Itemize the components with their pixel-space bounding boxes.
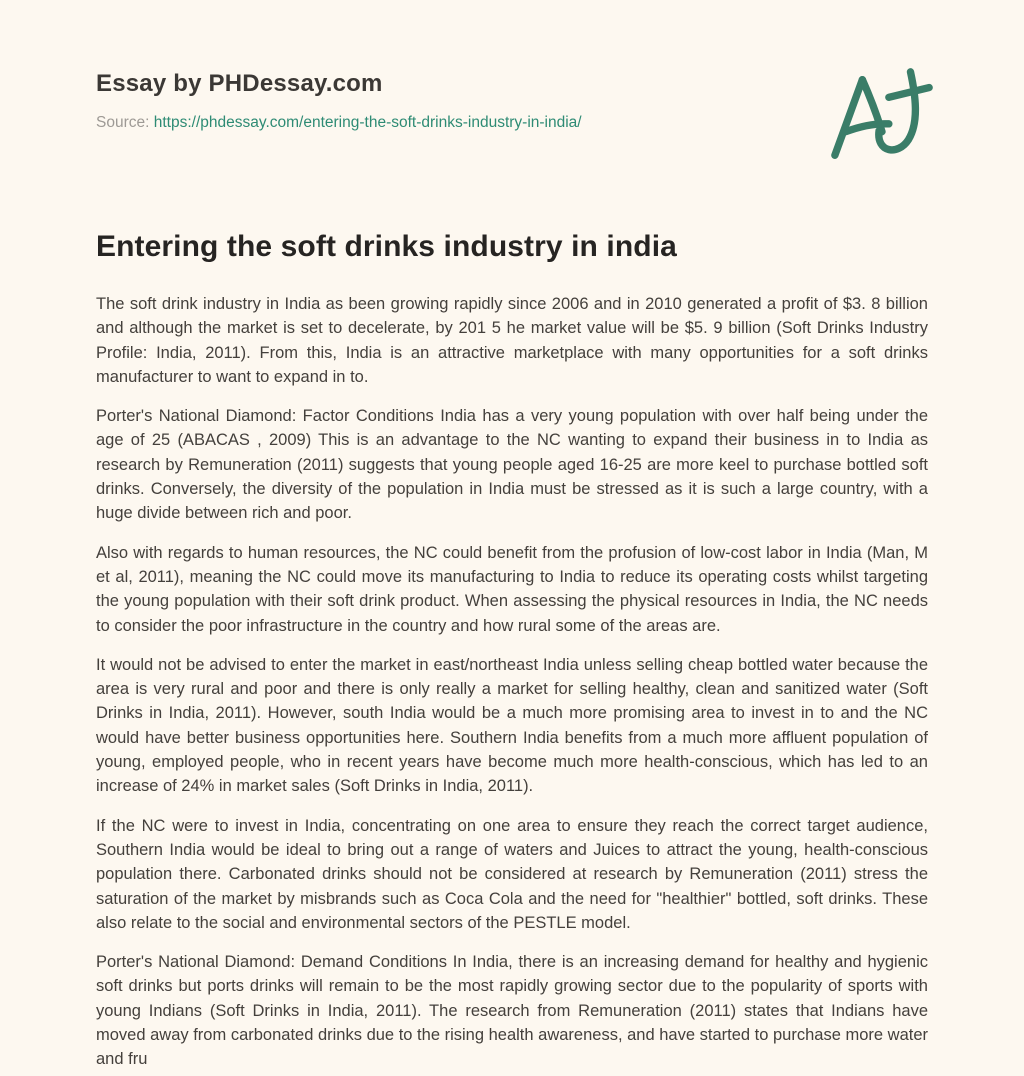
a-plus-swoosh-logo-icon	[828, 66, 936, 166]
essay-paragraph-2: Porter's National Diamond: Factor Conditions India has a very young population with over half being under the age of 25 (ABACAS , 2009) This is an advantage to the NC wanting to expand their business in to India as research by Remuneration (2011) suggests that young people aged 16-25 are more keel to purchase bottled soft drinks. Conversely, the diversity of the population in India must be stressed as it is such a large country, with a huge divide between rich and poor.	[96, 407, 928, 523]
source-link[interactable]: https://phdessay.com/entering-the-soft-drinks-industry-in-india/	[153, 114, 582, 131]
page-header	[96, 62, 928, 166]
essay-title: Entering the soft drinks industry in india	[96, 230, 677, 263]
logo-plus-tail-swoosh	[879, 72, 916, 150]
logo-a-left-stroke	[835, 80, 862, 156]
essay-paragraph-6: Porter's National Diamond: Demand Conditions In India, there is an increasing demand for healthy and hygienic soft drinks but ports drinks will remain to be the most rapidly growing sector due to the popularity of sports with young Indians (Soft Drinks in India, 2011). The research from Remuneration (2011) states that Indians have moved away from carbonated drinks due to the rising health awareness, and have started to purchase more water and fru	[96, 953, 928, 1069]
essay-paragraph-3: Also with regards to human resources, the NC could benefit from the profusion of low-cost labor in India (Man, M et al, 2011), meaning the NC could move its manufacturing to India to reduce its operating costs whilst targeting the young population with their soft drink product. When assessing the physical resources in India, the NC needs to consider the poor infrastructure in the country and how rural some of the areas are.	[96, 543, 928, 635]
logo-plus-horizontal	[889, 88, 929, 98]
header-text-block	[96, 62, 582, 132]
source-line	[96, 114, 582, 132]
essay-paragraph-5: If the NC were to invest in India, concentrating on one area to ensure they reach the correct target audience, Southern India would be ideal to bring out a range of waters and Juices to attract the young, health-conscious population there. Carbonated drinks should not be considered at research by Remuneration (2011) stress the saturation of the market by misbrands such as Coca Cola and the need for "healthier" bottled, soft drinks. These also relate to the social and environmental sectors of the PESTLE model.	[96, 816, 928, 932]
essay-paragraph-4: It would not be advised to enter the market in east/northeast India unless selling cheap bottled water because the area is very rural and poor and there is only really a market for selling healthy, clean and sanitized water (Soft Drinks in India, 2011). However, south India would be a much more promising area to invest in to and the NC would have better business opportunities here. Southern India benefits from a much more affluent population of young, employed people, who in recent years have become much more health-conscious, which has led to an increase of 24% in market sales (Soft Drinks in India, 2011).	[96, 655, 928, 796]
source-label: Source:	[96, 114, 150, 131]
essay-paragraph-1: The soft drink industry in India as been growing rapidly since 2006 and in 2010 generated a profit of $3. 8 billion and although the market is set to decelerate, by 201 5 he market value will be $5. 9 billion (Soft Drinks Industry Profile: India, 2011). From this, India is an attractive marketplace with many opportunities for a soft drinks manufacturer to want to expand in to.	[96, 295, 928, 386]
site-byline: Essay by PHDessay.com	[96, 70, 383, 97]
essay-body	[96, 292, 928, 1072]
